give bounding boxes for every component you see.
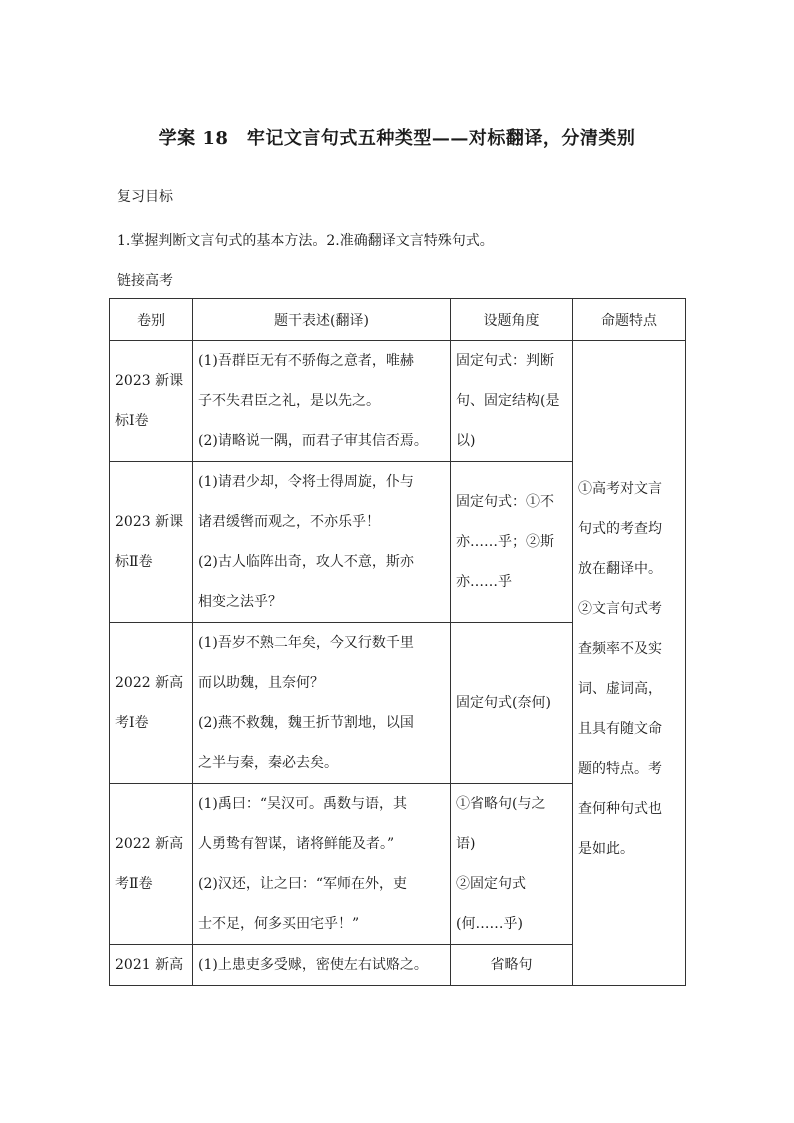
cell-text: (1)禹曰：“吴汉可。禹数与语，其 人勇鸷有智谋，诸将鲜能及者。” (2)汉还，让之曰：“军师在外，吏 士不足，何多买田宅乎！” [193,784,451,945]
cell-angle: 固定句式(奈何) [451,623,573,784]
cell-exam: 2022 新高 考Ⅰ卷 [110,623,193,784]
table-header-row [110,299,686,341]
cell-text: (1)请君少却，令将士得周旋，仆与 诸君缓辔而观之，不亦乐乎！ (2)古人临阵出奇，攻人不意，斯亦 相变之法乎？ [193,462,451,623]
header-exam: 卷别 [110,299,193,341]
cell-exam: 2022 新高 考Ⅱ卷 [110,784,193,945]
table-row [110,341,686,462]
cell-angle: 固定句式：判断 句、固定结构(是 以) [451,341,573,462]
section-heading-exam-link: 链接高考 [117,273,173,289]
cell-text: (1)上患吏多受赇，密使左右试赂之。 [193,945,451,986]
cell-text: (1)吾群臣无有不骄侮之意者，唯赫 子不失君臣之礼，是以先之。 (2)请略说一隅，而君子审其信否焉。 [193,341,451,462]
cell-exam: 2023 新课 标Ⅰ卷 [110,341,193,462]
cell-text: (1)吾岁不熟二年矣，今又行数千里 而以助魏，且奈何？ (2)燕不救魏，魏王折节割地，以国 之半与秦，秦必去矣。 [193,623,451,784]
cell-angle: 省略句 [451,945,573,986]
header-text: 题干表述(翻译) [193,299,451,341]
page-title: 学案 18 牢记文言句式五种类型——对标翻译，分清类别 [158,128,636,149]
section-heading-review-goals: 复习目标 [117,189,173,205]
cell-angle: 固定句式：①不 亦……乎；②斯 亦……乎 [451,462,573,623]
cell-feature: ①高考对文言 句式的考查均 放在翻译中。 ②文言句式考 查频率不及实 词、虚词高， 且具有随文命 题的特点。考 查何种句式也 是如此。 [573,341,686,986]
header-feature: 命题特点 [573,299,686,341]
exam-table [109,298,686,986]
header-angle: 设题角度 [451,299,573,341]
cell-exam: 2023 新课 标Ⅱ卷 [110,462,193,623]
cell-angle: ①省略句(与之 语) ②固定句式 (何……乎) [451,784,573,945]
goals-text: 1.掌握判断文言句式的基本方法。2.准确翻译文言特殊句式。 [117,233,494,249]
cell-exam: 2021 新高 [110,945,193,986]
